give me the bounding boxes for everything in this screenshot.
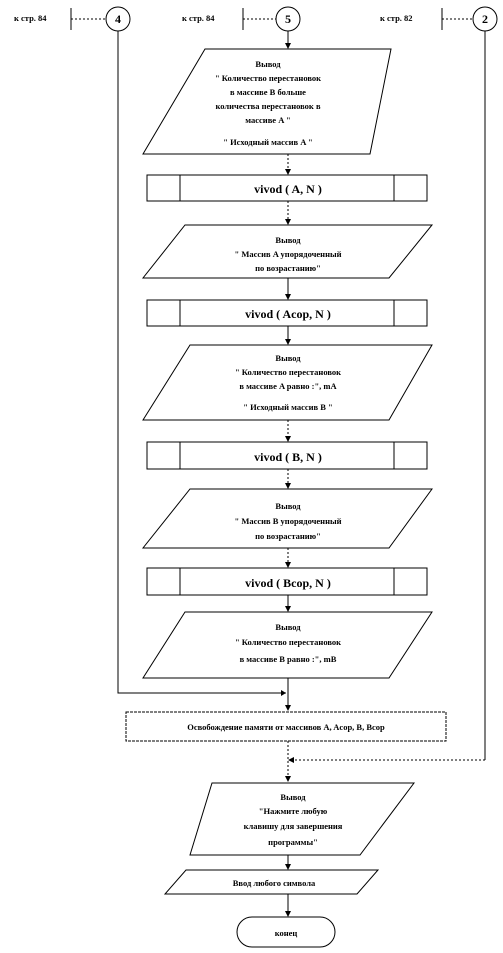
output-6-line-2: "Нажмите любую: [258, 806, 328, 816]
arrow-head: [285, 436, 291, 442]
connector-circle-4: [106, 7, 130, 31]
output-4-line-2: " Массив B упорядоченный: [234, 516, 342, 526]
connector-circle-5: [276, 7, 300, 31]
output-6-line-3: клавишу для завершения: [243, 821, 343, 831]
output-3-line-1: Вывод: [275, 353, 301, 363]
output-1-line-2: " Количество перестановок: [214, 73, 322, 83]
output-2-line-1: Вывод: [275, 235, 301, 245]
output-6-line-1: Вывод: [280, 792, 306, 802]
connector-ref-label-2: к стр. 82: [380, 13, 413, 23]
output-5-line-2: " Количество перестановок: [234, 637, 342, 647]
connector-ref-label-5: к стр. 84: [182, 13, 215, 23]
output-3-line-3: в массиве A равно :", mA: [239, 381, 337, 391]
output-2-line-3: по возрастанию": [255, 263, 321, 273]
arrow-head: [285, 705, 291, 711]
arrow-head: [285, 169, 291, 175]
output-block-4: [143, 489, 432, 548]
arrow-head: [281, 690, 286, 696]
output-3-line-4: " Исходный массив B ": [243, 402, 333, 412]
output-4-line-3: по возрастанию": [255, 531, 321, 541]
arrow-head: [285, 483, 291, 489]
procedure-2-label: vivod ( Acop, N ): [245, 307, 331, 321]
procedure-4-label: vivod ( Bcop, N ): [245, 576, 331, 590]
output-1-line-6: " Исходный массив A ": [223, 137, 313, 147]
process-free-label: Освобождение памяти от массивов A, Acop, B, Bcop: [187, 722, 385, 732]
arrow-head: [285, 294, 291, 300]
connector-ref-label-4: к стр. 84: [14, 13, 47, 23]
output-block-2: [143, 225, 432, 278]
procedure-1-label: vivod ( A, N ): [254, 182, 322, 196]
arrow-head: [285, 339, 291, 345]
output-5-line-1: Вывод: [275, 622, 301, 632]
output-block-6: [190, 783, 414, 855]
arrow-head: [285, 911, 291, 917]
output-1-line-5: массиве A ": [245, 115, 291, 125]
arrow-head: [285, 776, 291, 782]
end-label: конец: [274, 928, 298, 938]
procedure-block-vivod-4: [147, 568, 427, 595]
arrow-head: [285, 864, 291, 870]
connector-circle-2: [473, 7, 497, 31]
procedure-block-vivod-3: [147, 442, 427, 469]
output-6-line-4: программы": [268, 837, 318, 847]
input-label: Ввод любого символа: [232, 878, 316, 888]
procedure-block-vivod-2: [147, 300, 427, 326]
connector-number-4: 4: [115, 12, 121, 26]
output-4-line-1: Вывод: [275, 501, 301, 511]
output-block-5: [143, 612, 432, 678]
arrow-head: [285, 606, 291, 612]
connector-number-5: 5: [285, 12, 291, 26]
output-3-line-2: " Количество перестановок: [234, 367, 342, 377]
arrow-head: [285, 219, 291, 225]
procedure-3-label: vivod ( B, N ): [254, 450, 322, 464]
output-5-line-3: в массиве B равно :", mB: [239, 654, 337, 664]
input-block: [165, 870, 378, 894]
connector-number-2: 2: [482, 12, 488, 26]
arrow-head: [285, 562, 291, 568]
output-1-line-3: в массиве B больше: [230, 87, 306, 97]
output-block-3: [143, 345, 432, 420]
output-1-line-1: Вывод: [255, 59, 281, 69]
output-1-line-4: количества перестановок в: [215, 101, 321, 111]
arrow-head: [288, 757, 294, 763]
output-2-line-2: " Массив A упорядоченный: [234, 249, 342, 259]
process-block-free-memory: [126, 712, 446, 741]
output-block-1: [143, 49, 391, 154]
end-terminator: [237, 917, 335, 947]
arrow-head: [285, 43, 291, 49]
procedure-block-vivod-1: [147, 175, 427, 201]
